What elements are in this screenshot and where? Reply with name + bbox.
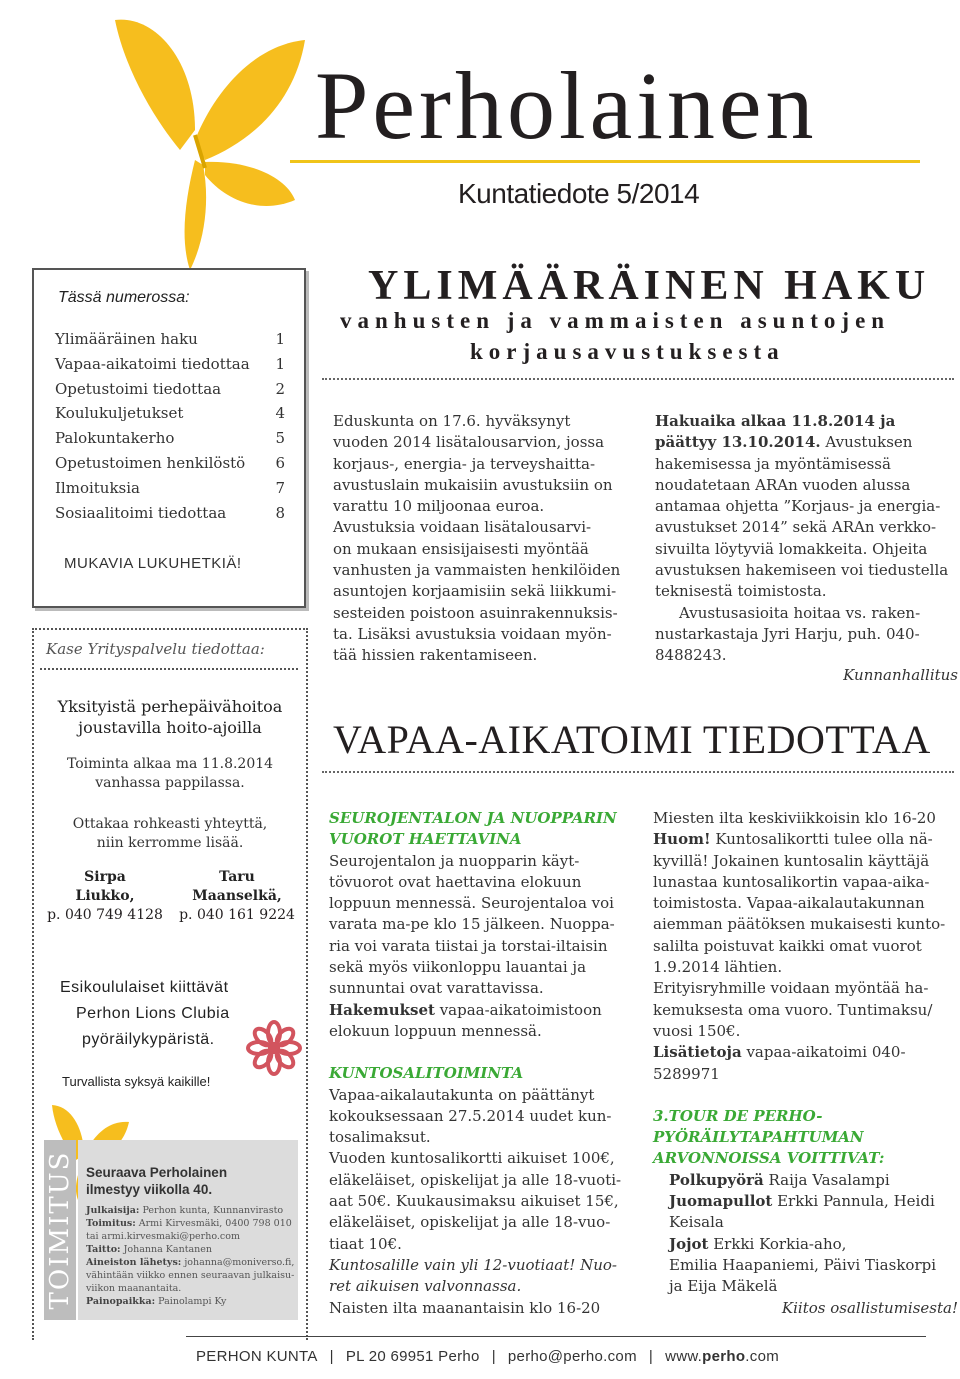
haku-title: YLIMÄÄRÄINEN HAKU xyxy=(368,263,931,309)
toc-item[interactable]: Sosiaalitoimi tiedottaa 8 xyxy=(55,504,285,522)
toc-item[interactable]: Ylimääräinen haku 1 xyxy=(55,330,285,348)
toc-item[interactable]: Opetustoimi tiedottaa 2 xyxy=(55,380,285,398)
haku-signature: Kunnanhallitus xyxy=(843,666,958,684)
footer-name: PERHON KUNTA xyxy=(196,1348,318,1365)
masthead-title: Perholainen xyxy=(315,52,818,159)
next-issue: Seuraava Perholainen ilmestyy viikolla 40. xyxy=(86,1165,228,1197)
haku-subtitle-1: vanhusten ja vammaisten asuntojen xyxy=(340,308,891,333)
toc-item[interactable]: Ilmoituksia 7 xyxy=(55,479,285,497)
contact-sirpa: Sirpa Liukko, p. 040 749 4128 xyxy=(47,869,163,923)
masthead-subtitle: Kuntatiedote 5/2014 xyxy=(458,178,700,209)
masthead-rule xyxy=(290,160,920,163)
butterfly-logo-icon xyxy=(55,0,305,270)
footer-address: PL 20 69951 Perho xyxy=(345,1348,480,1365)
haku-rule xyxy=(322,378,954,380)
toc-item[interactable]: Palokuntakerho 5 xyxy=(55,429,285,447)
lions-thanks: Esikoululaiset kiittävät Perhon Lions Clubia pyöräilykypäristä. xyxy=(60,979,230,1048)
vapaa-col1: SEUROJENTALON JA NUOPPARIN VUOROT HAETTAVINA Seurojentalon ja nuopparin käyt- tövuorot ovat haettavina elokuun loppuun mennessä. Seurojentaloa voi varata ma-pe klo 15 jälkeen. Nuoppa- ria voi varata tiistai ja torstai-iltaisin sekä myös viikonloppu lauantai ja sunnuntai ovat varattavissa. Hakemukset vapaa-aikatoimistoon elokuun loppuun mennessä. KUNTOSALITOIMINTA Vapaa-aikalautakunta on päättänyt kokouksessaan 27.5.2014 uudet kun- tosalimaksut. Vuoden kuntosalikortti aikuiset 100€, eläkeläiset, opiskelijat ja alle 18-vuoti- aat 50€. Kuukausimaksu aikuiset 15€, eläkeläiset, opiskelijat ja alle 18-vuo- tiaat 10€. Kuntosalille vain yli 12-vuotiaat! Nuo- ret aikuisen valvonnassa. Naisten ilta maanantaisin klo 16-20 xyxy=(329,809,622,1317)
toc-item[interactable]: Opetustoimen henkilöstö 6 xyxy=(55,454,285,472)
footer-rule xyxy=(186,1336,926,1337)
kase-contact-text: Ottakaa rohkeasti yhteyttä, niin kerromme lisää. xyxy=(72,816,268,851)
toc-cta: MUKAVIA LUKUHETKIÄ! xyxy=(64,555,242,572)
kase-rule xyxy=(40,668,298,670)
flower-icon xyxy=(246,1020,302,1076)
kase-headline: Yksityistä perhepäivähoitoa joustavilla hoito-ajoilla xyxy=(57,697,283,737)
kase-start: Toiminta alkaa ma 11.8.2014 vanhassa pappilassa. xyxy=(66,756,274,791)
vapaa-col2: Miesten ilta keskiviikkoisin klo 16-20 Huom! Kuntosalikortti tulee olla nä- kyvillä! Jokainen kuntosalin käyttäjä lunastaa kuntosalikortin vapaa-aika- toimistosta. Vapaa-aikalautakunnan aiemman päätöksen mukaisesti kunto- salilta poistuvat kaikki omat vuorot 1.9.2014 lähtien. Erityisryhmille voidaan myöntää ha- kemuksesta oma vuoro. Tuntimaksu/ vuosi 150€. Lisätietoja vapaa-aikatoimi 040- 5289971 3.TOUR DE PERHO- PYÖRÄILYTAPAHTUMAN ARVONNOISSA VOITTIVAT: Polkupyörä Raija Vasalampi Juomapullot Erkki Pannula, Heidi Keisala Jojot Erkki Korkia-aho, Emilia Haapaniemi, Päivi Tiaskorpi ja Eija Mäkelä Kiitos osallistumisesta! xyxy=(653,809,958,1317)
toimitus-label: TOIMITUS xyxy=(45,1150,75,1310)
contact-taru: Taru Maanselkä, p. 040 161 9224 xyxy=(179,869,295,923)
footer-web[interactable]: www.perho.com xyxy=(665,1348,780,1365)
footer-email[interactable]: perho@perho.com xyxy=(507,1348,637,1365)
vapaa-title: VAPAA-AIKATOIMI TIEDOTTAA xyxy=(333,717,931,762)
footer: PERHON KUNTA | PL 20 69951 Perho | perho@perho.com | www.perho.com xyxy=(196,1348,780,1365)
haku-col1: Eduskunta on 17.6. hyväksynyt vuoden 2014 lisätalousarvion, jossa korjaus-, energia- ja terveyshaitta- avustuslain mukaisiin avustuksiin on varattu 10 miljoonaa euroa. Avustuksia voidaan lisätalousarvi- on mukaan ensisijaisesti myöntää vanhusten ja vammaisten henkilöiden asuntojen korjaamisiin sekä liikkumi- sesteiden poistoon asuinrakennuksis- ta. Lisäksi avustuksia voidaan myön- tää hissien rakentamiseen. xyxy=(333,412,621,665)
safe-autumn: Turvallista syksyä kaikille! xyxy=(62,1074,211,1089)
vapaa-rule xyxy=(322,771,954,773)
credits: Julkaisija: Perhon kunta, Kunnanvirasto Toimitus: Armi Kirvesmäki, 0400 798 010 tai armi.kirvesmaki@perho.com Taitto: Johanna Kantanen Aineiston lähetys: johanna@moniverso.fi, vähintään viikko ennen seuraavan julkaisu-viikon maanantaita. Painopaikka: Painolampi Ky xyxy=(86,1205,295,1307)
toc-heading: Tässä numerossa: xyxy=(58,289,190,306)
haku-col2: Hakuaika alkaa 11.8.2014 ja päättyy 13.10.2014. Avustuksen hakemisessa ja myöntämisessä noudatetaan ARAn vuoden alussa antamaa ohjetta ”Korjaus- ja energia- avustukset 2014” sekä ARAn verkko- sivuilta löytyviä lomakkeita. Ohjeita avustuksen hakemiseen voi tiedustella teknisestä toimistosta. Avustusasioita hoitaa vs. raken- nustarkastaja Jyri Harju, puh. 040- 8488243. xyxy=(655,412,949,665)
toc-item[interactable]: Koulukuljetukset 4 xyxy=(55,404,285,422)
toc-item[interactable]: Vapaa-aikatoimi tiedottaa 1 xyxy=(55,355,285,373)
kase-heading: Kase Yrityspalvelu tiedottaa: xyxy=(46,640,265,658)
haku-subtitle-2: korjausavustuksesta xyxy=(470,339,785,364)
